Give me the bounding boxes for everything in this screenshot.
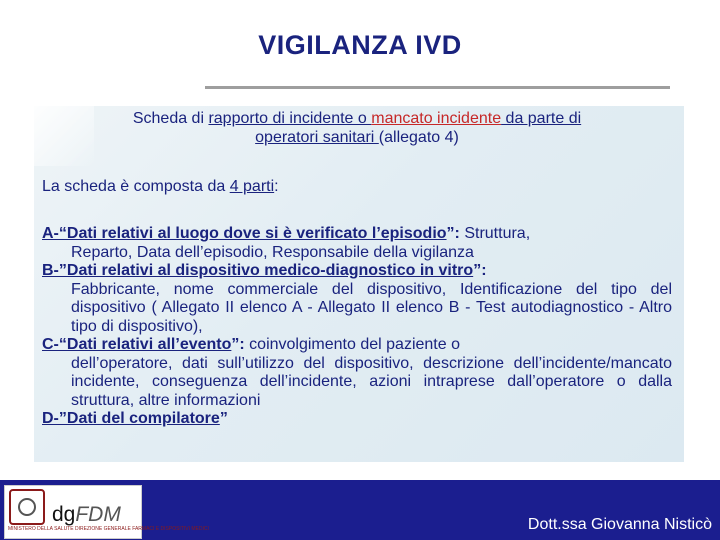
item-d-lead: D-”Dati del compilatore xyxy=(42,410,220,427)
heading-part-4: da parte di xyxy=(501,110,582,127)
title-divider xyxy=(205,86,670,89)
composition-parts: 4 parti xyxy=(229,178,275,195)
republic-emblem-icon xyxy=(9,489,45,525)
list-item xyxy=(42,336,672,410)
item-b-rest: Fabbricante, nome commerciale del dispositivo, Identificazione del tipo del dispositivo ( Allegato II elenco A - Allegato II elenco B - Test autodiagnostico - Altro tipo di dispositivo), xyxy=(71,280,672,335)
list-item xyxy=(42,262,672,336)
logo-wordmark xyxy=(52,503,121,527)
slide-title: VIGILANZA IVD xyxy=(258,30,462,60)
item-a-first: Struttura, xyxy=(464,225,531,242)
item-c-rest: dell’operatore, dati sull’utilizzo del dispositivo, descrizione dell’incidente/mancato incidente, conseguenza dell’incidente, azioni intraprese dall’operatore o dalla struttura, altre informazioni xyxy=(71,354,672,409)
heading-highlight: mancato incidente xyxy=(371,110,502,127)
item-d-tail: ” xyxy=(219,410,228,427)
item-b-lead: B-”Dati relativi al dispositivo medico-diagnostico in vitro xyxy=(42,262,474,279)
item-b-tail: ”: xyxy=(473,262,487,279)
heading-part-2: rapporto di incidente o xyxy=(208,110,372,127)
logo-dg: dg xyxy=(52,503,76,526)
form-heading xyxy=(42,110,672,147)
item-a-lead: A-“Dati relativi al luogo dove si è verificato l’episodio xyxy=(42,225,447,242)
heading-part-5: operatori sanitari xyxy=(255,128,379,146)
heading-part-1: Scheda di xyxy=(132,110,209,127)
item-c-first: coinvolgimento del paziente o xyxy=(249,336,460,353)
item-a-rest: Reparto, Data dell’episodio, Responsabile della vigilanza xyxy=(71,243,474,261)
list-item xyxy=(42,410,672,429)
item-a-tail: ”: xyxy=(446,225,465,242)
parts-list xyxy=(42,225,672,429)
item-c-tail: ”: xyxy=(231,336,250,353)
composition-line xyxy=(42,178,672,197)
logo-subtitle: MINISTERO DELLA SALUTE DIREZIONE GENERALE FARMACI E DISPOSITIVI MEDICI xyxy=(8,526,209,532)
heading-part-6: (allegato 4) xyxy=(378,128,459,146)
composition-suffix: : xyxy=(274,178,279,195)
composition-prefix: La scheda è composta da xyxy=(42,178,230,195)
author-name: Dott.ssa Giovanna Nisticò xyxy=(527,516,712,533)
logo-fdm: FDM xyxy=(75,503,121,526)
list-item xyxy=(42,225,672,262)
item-c-lead: C-“Dati relativi all’evento xyxy=(42,336,232,353)
